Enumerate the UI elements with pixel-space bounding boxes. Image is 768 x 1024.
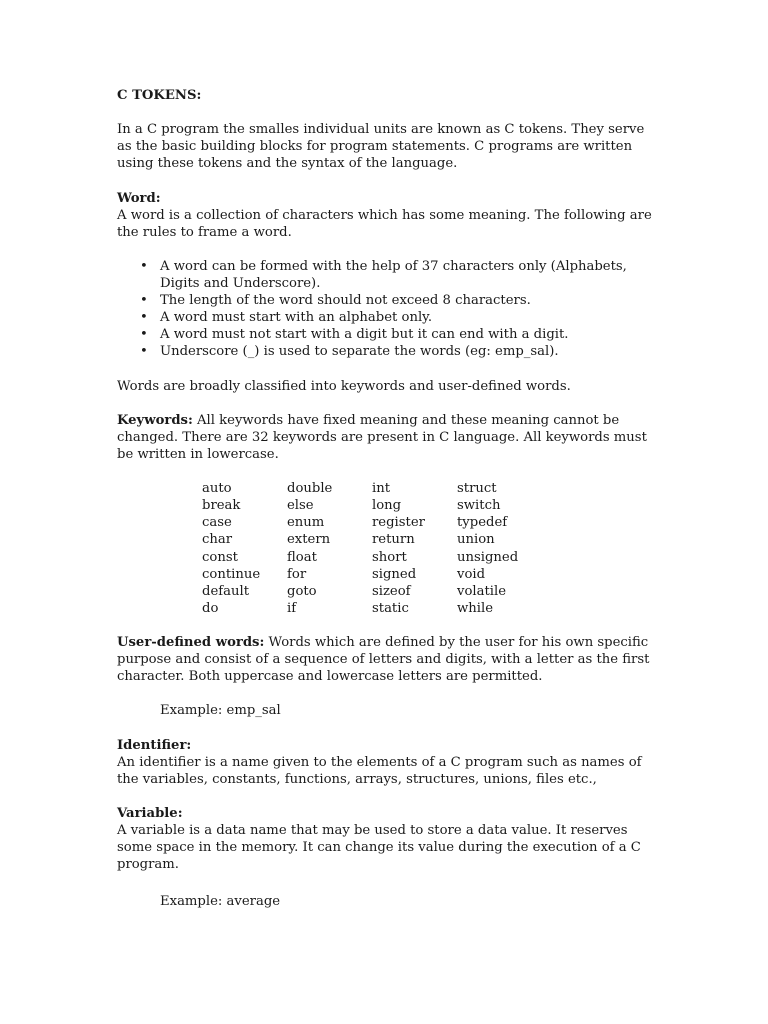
keyword-cell: unsigned xyxy=(457,549,519,565)
variable-example: Example: average xyxy=(160,894,281,910)
keyword-cell: extern xyxy=(287,532,331,548)
keyword-cell: case xyxy=(202,515,232,531)
keyword-cell: int xyxy=(372,481,391,497)
keyword-cell: auto xyxy=(202,481,232,497)
word-classification: Words are broadly classified into keywords and user-defined words. xyxy=(117,378,571,394)
keyword-cell: float xyxy=(287,549,317,565)
keywords-row xyxy=(202,566,542,583)
page-title: C TOKENS: xyxy=(117,88,202,103)
keywords-row xyxy=(202,497,542,514)
variable-paragraph: A variable is a data name that may be used to store a data value. It reserves some space in the memory. It can change its value during the execution of a C program. xyxy=(117,823,641,873)
keyword-cell: return xyxy=(372,532,415,548)
keyword-cell: static xyxy=(372,600,409,616)
keyword-cell: long xyxy=(372,498,402,514)
keyword-cell: typedef xyxy=(457,515,508,531)
keyword-cell: do xyxy=(202,600,219,616)
keyword-cell: enum xyxy=(287,515,325,531)
keyword-cell: switch xyxy=(457,498,501,514)
variable-heading: Variable: xyxy=(117,805,183,821)
keyword-cell: else xyxy=(287,498,314,514)
keyword-cell: char xyxy=(202,532,233,548)
keyword-cell: while xyxy=(457,600,494,616)
keywords-row xyxy=(202,531,542,548)
rule-item: • A word must not start with a digit but it can end with a digit. xyxy=(160,326,657,343)
keywords-heading: Keywords: xyxy=(117,412,193,428)
document-page xyxy=(117,87,657,928)
keyword-cell: break xyxy=(202,498,241,514)
word-rules-list xyxy=(117,258,657,361)
keyword-cell: void xyxy=(457,566,486,582)
keywords-row xyxy=(202,600,542,617)
keyword-cell: union xyxy=(457,532,495,548)
keywords-table xyxy=(202,480,542,617)
keywords-row xyxy=(202,583,542,600)
keyword-cell: struct xyxy=(457,481,497,497)
identifier-paragraph: An identifier is a name given to the elements of a C program such as names of the variables, constants, functions, arrays, structures, unions, files etc., xyxy=(117,754,642,787)
intro-paragraph: In a C program the smalles individual units are known as C tokens. They serve as the basic building blocks for program statements. C programs are written using these tokens and the syntax of the language. xyxy=(117,122,645,172)
keywords-row xyxy=(202,514,542,531)
keyword-cell: if xyxy=(287,600,297,616)
keywords-row xyxy=(202,549,542,566)
keywords-row xyxy=(202,480,542,497)
keywords-paragraph: Keywords: All keywords have fixed meaning and these meaning cannot be changed. There are 32 keywords are present in C language. All keywords must be written in lowercase. xyxy=(117,412,647,462)
identifier-heading: Identifier: xyxy=(117,737,192,753)
word-paragraph: A word is a collection of characters which has some meaning. The following are the rules to frame a word. xyxy=(117,207,652,240)
keyword-cell: const xyxy=(202,549,238,565)
keyword-cell: double xyxy=(287,481,333,497)
keyword-cell: goto xyxy=(287,583,317,599)
keyword-cell: sizeof xyxy=(372,583,411,599)
rule-item: • A word can be formed with the help of 37 characters only (Alphabets, Digits and Underscore). xyxy=(160,258,657,292)
keyword-cell: register xyxy=(372,515,425,531)
rule-item: • Underscore (_) is used to separate the words (eg: emp_sal). xyxy=(160,343,657,360)
word-heading: Word: xyxy=(117,190,161,206)
rule-item: • The length of the word should not exceed 8 characters. xyxy=(160,292,657,309)
keyword-cell: for xyxy=(287,566,307,582)
keyword-cell: signed xyxy=(372,566,417,582)
keyword-cell: default xyxy=(202,583,249,599)
keyword-cell: short xyxy=(372,549,407,565)
keyword-cell: continue xyxy=(202,566,261,582)
user-defined-paragraph: User-defined words: Words which are defined by the user for his own specific purpose and consist of a sequence of letters and digits, with a letter as the first character. Both uppercase and lowercase letters are permitted. xyxy=(117,635,650,685)
keyword-cell: volatile xyxy=(457,583,507,599)
rule-item: • A word must start with an alphabet only. xyxy=(160,309,657,326)
user-defined-heading: User-defined words: xyxy=(117,635,265,650)
user-defined-example: Example: emp_sal xyxy=(160,703,281,719)
